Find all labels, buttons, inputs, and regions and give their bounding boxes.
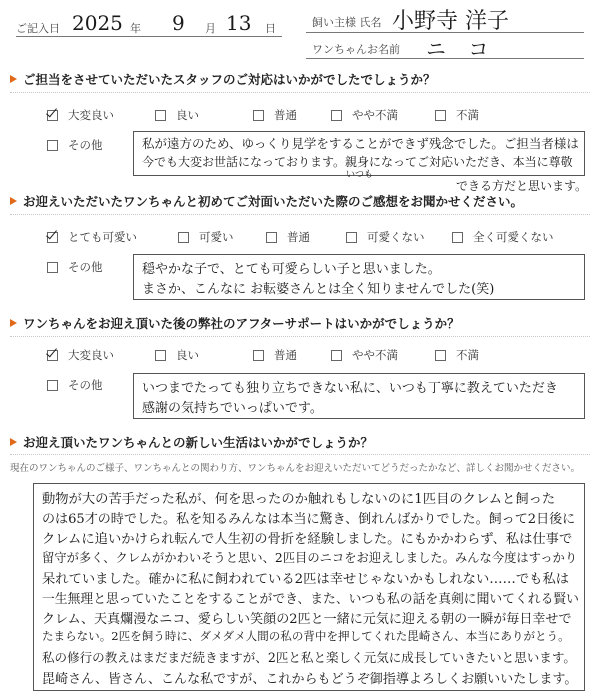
checkbox-checked-icon[interactable] [47,350,58,361]
q3-answer-line-0: いつまでたっても独り立ちできない私に、いつも丁寧に教えていただき [142,381,558,396]
checkbox-icon[interactable] [47,140,58,151]
q4-answer-line-6: クレム、天真爛漫なニコ、愛らしい笑顔の2匹と一緒に元気に迎える朝の一瞬が毎日幸せで [42,612,572,627]
q2-other[interactable]: その他 [47,259,103,275]
q3-answer-box[interactable] [133,373,585,419]
orange-triangle-icon [10,319,17,327]
divider [10,92,590,93]
q4-answer-box[interactable] [33,483,585,691]
q2-answer-line-1: まさか、こんなに お転婆さんとは全く知りませんでした(笑) [142,282,495,297]
q1-answer-box[interactable] [133,131,585,180]
dog-underline [306,58,584,59]
date-day: 13 [226,11,252,35]
q4-answer-line-4: 呆れていました。確かに私に飼われている2匹は幸せじゃないかもしれない……でも私は [42,572,570,587]
q1-title-text: ご担当をさせていただいたスタッフのご対応はいかがでしたでしょうか？ [23,72,436,87]
date-day-unit: 日 [265,22,276,35]
q2-title [10,192,523,210]
q4-answer-line-7: たまらない。2匹を飼う時に、ダメダメ人間の私の背中を押してくれた毘崎さん、本当にありがとう。 [42,629,570,643]
divider [10,214,590,215]
q1-insert-note: いつも [346,170,374,180]
q1-answer-line-0: 私が遠方のため、ゆっくり見学をすることができず残念でした。ご担当者様は [142,136,579,151]
q2-answer-line-0: 穏やかな子で、とても可愛らしい子と思いました。 [142,262,441,277]
q3-option-3[interactable]: やや不満 [331,347,398,363]
checkbox-icon[interactable] [155,350,166,361]
date-underline [16,36,282,37]
checkbox-icon[interactable] [253,350,264,361]
owner-name-label: 飼い主様 氏名 [312,16,382,29]
q3-option-0[interactable]: 大変良い [47,347,114,363]
checkbox-icon[interactable] [452,232,463,243]
divider [10,336,590,337]
checkbox-icon[interactable] [435,350,446,361]
checkbox-icon[interactable] [253,110,264,121]
q1-option-3[interactable]: やや不満 [331,107,398,123]
q1-option-1[interactable]: 良い [155,107,199,123]
q1-option-4[interactable]: 不満 [435,107,479,123]
checkbox-checked-icon[interactable] [47,110,58,121]
q1-title [10,70,436,88]
q3-option-4[interactable]: 不満 [435,347,479,363]
checkbox-checked-icon[interactable] [47,232,58,243]
q2-option-0[interactable]: とても可愛い [47,229,137,245]
q3-option-2[interactable]: 普通 [253,347,297,363]
q1-answer-line-2: できる方だと思います。 [456,179,588,193]
orange-triangle-icon [10,75,17,83]
q2-option-3[interactable]: 可愛くない [346,229,425,245]
q1-answer-line-1: 今でも大変お世話になっております。親身になってご対応いただき、本当に尊敬 [142,155,573,169]
q4-answer-line-1: のは65才の時でした。私を知るみんなは本当に驚き、倒れんばかりでした。飼って2日後に [42,512,576,527]
q4-answer-line-5: 一生無理と思っていたことをすることができ、また、いつも私の話を真剣に聞いてくれる賢い [42,592,579,607]
q4-answer-line-3: 留守が多く、クレムがかわいそうと思い、2匹目のニコをお迎えしました。みんな今度はすっかり [42,551,578,565]
q2-option-4[interactable]: 全く可愛くない [452,229,554,245]
date-year-unit: 年 [130,22,141,35]
q3-title-text: ワンちゃんをお迎え頂いた後の弊社のアフターサポートはいかがでしょうか？ [23,316,460,331]
q4-note: 現在のワンちゃんのご様子、ワンちゃんとの関わり方、ワンちゃんをお迎えいただいてどうだったかなど、詳しくお聞かせください。 [10,463,581,474]
divider [10,454,590,455]
q2-option-1[interactable]: 可愛い [178,229,234,245]
q1-option-2[interactable]: 普通 [253,107,297,123]
date-month-unit: 月 [205,22,216,35]
q4-answer-line-2: クレムに追いかけられ転んで人生初の骨折を経験しました。にもかかわらず、私は仕事で [42,532,573,547]
q1-other[interactable]: その他 [47,137,103,153]
q4-answer-line-8: 私の修行の教えはまだまだ続きますが、2匹と私と楽しく元気に成長していきたいと思います。 [42,650,576,665]
checkbox-icon[interactable] [435,110,446,121]
checkbox-icon[interactable] [178,232,189,243]
q3-other[interactable]: その他 [47,377,103,393]
orange-triangle-icon [10,197,17,205]
checkbox-icon[interactable] [266,232,277,243]
checkbox-icon[interactable] [346,232,357,243]
q2-option-2[interactable]: 普通 [266,229,310,245]
q2-title-text: お迎えいただいたワンちゃんと初めてご対面いただいた際のご感想をお聞かせください。 [23,194,524,209]
checkbox-icon[interactable] [47,380,58,391]
q4-answer-line-9: 毘崎さん、皆さん、こんな私ですが、これからもどうぞ御指導よろしくお願いいたします。 [42,672,578,687]
checkbox-icon[interactable] [47,262,58,273]
q3-option-1[interactable]: 良い [155,347,199,363]
date-month: 9 [172,11,185,35]
dog-name-label: ワンちゃんお名前 [312,43,400,56]
orange-triangle-icon [10,438,17,446]
checkbox-icon[interactable] [155,110,166,121]
dog-name-value: ニ コ [426,37,497,61]
q4-title [10,433,373,451]
date-year: 2025 [72,11,123,35]
checkbox-icon[interactable] [331,350,342,361]
q3-answer-line-1: 感謝の気持ちでいっぱいです。 [142,401,323,416]
q4-answer-line-0: 動物が大の苦手だった私が、何を思ったのか触れもしないのに1匹目のクレムと飼った [42,492,556,507]
q2-answer-box[interactable] [133,254,585,300]
date-label: ご記入日 [16,22,60,35]
checkbox-icon[interactable] [331,110,342,121]
q3-title [10,314,460,332]
q4-title-text: お迎え頂いたワンちゃんとの新しい生活はいかがでしょうか？ [23,435,374,450]
owner-name-value: 小野寺 洋子 [392,9,509,34]
q1-option-0[interactable]: 大変良い [47,107,114,123]
